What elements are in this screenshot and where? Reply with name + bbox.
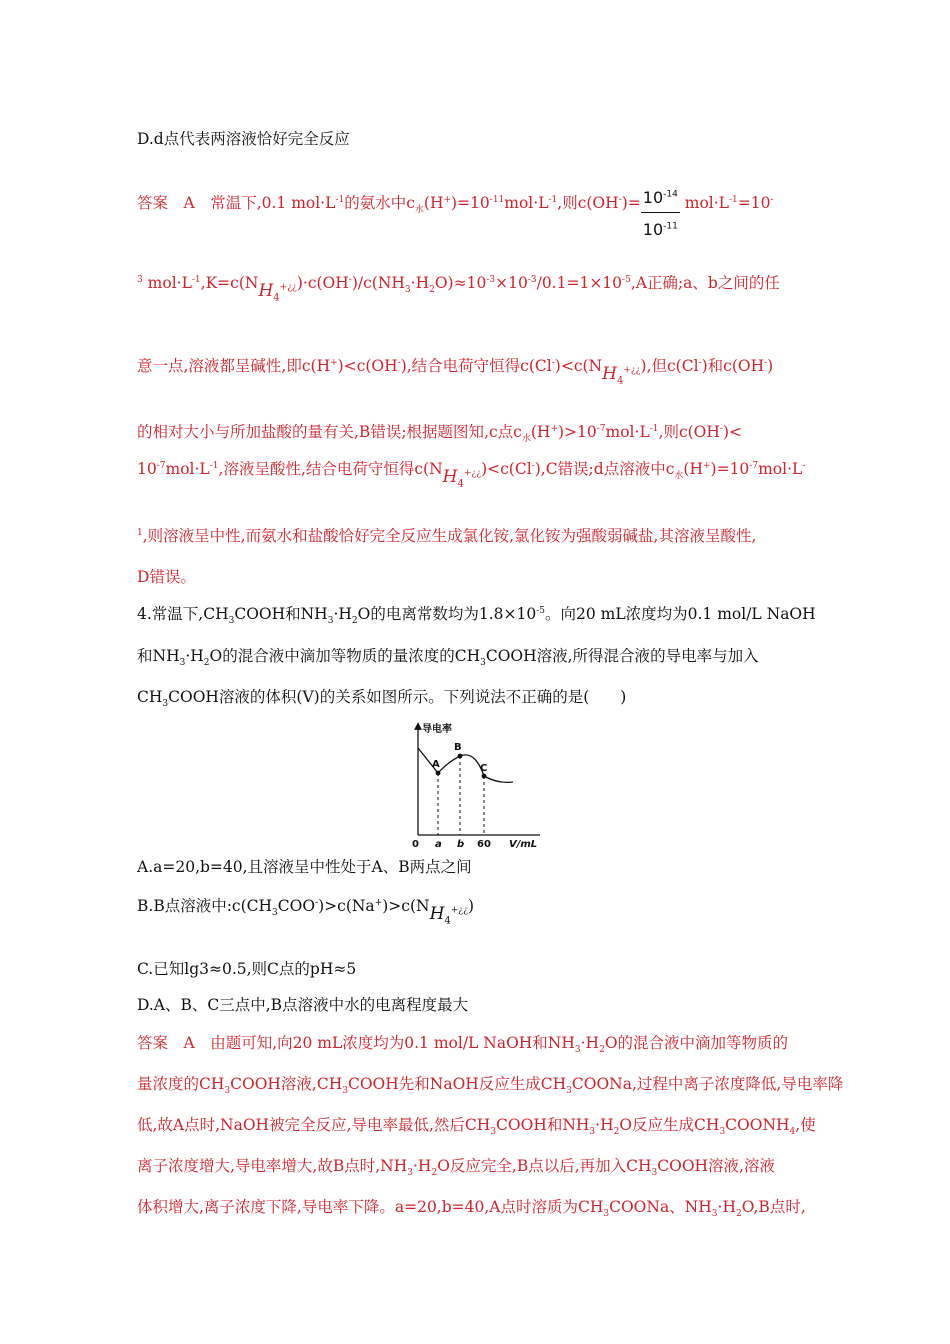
answer1-line5: $10^{-7}mol\cdot L^{-1}$,溶液呈酸性,结合电荷守恒得$c(NH_4^{+¿¿})<c(Cl^-),C$错误;d点溶液中$c_水(H^+)=10^{-7}mol\cdot L^-$ — [137, 460, 806, 490]
tick-b: b — [457, 839, 465, 850]
answer2-line2: 量浓度的$CH_3COOH$溶液$,CH_3COOH$先和NaOH反应生成$CH_3COONa$,过程中离子浓度降低,导电率降 — [137, 1075, 844, 1097]
point-b-label: B — [454, 742, 462, 753]
tick-60: 60 — [477, 839, 491, 850]
answer2-line1: 答案 A 由题可知,向20 mL浓度均为0.1 mol/L NaOH和$NH_3\cdot H_2O$的混合液中滴加等物质的 — [137, 1034, 789, 1056]
answer2-line5: 体积增大,离子浓度下降,导电率下降。a=20,b=40,A点时溶质为$CH_3COONa$、$NH_3\cdot H_2O,B$点时, — [137, 1198, 806, 1220]
option-b: B.B点溶液中$:c(CH_3COO^-)>c(Na^+)>c(NH_4^{+¿¿})$ — [137, 897, 475, 927]
answer1-line6: $^1$,则溶液呈中性,而氨水和盐酸恰好完全反应生成氯化铵,氯化铵为强酸弱碱盐,其溶液呈酸性, — [137, 527, 757, 545]
point-a-dot — [436, 771, 441, 776]
answer2-line3: 低,故A点时,NaOH被完全反应,导电率最低,然后$CH_3COOH$和$NH_3\cdot H_2O$反应生成$CH_3COONH_4$,使 — [137, 1116, 816, 1138]
question4-line3: $CH_3COOH$溶液的体积(V)的关系如图所示。下列说法不正确的是( ) — [137, 688, 627, 710]
x-axis-label: V/mL — [509, 839, 538, 850]
tick-a: a — [435, 839, 442, 850]
point-a-label: A — [432, 759, 440, 770]
answer1-line2: $^3$ $mol\cdot L^{-1},K=c(NH_4^{+¿¿})\cdot c(OH^-)/c(NH_3\cdot H_2O)\approx 10^{-3}\times 10^{-3}/0.1=1\times 10^{-5},A$正确;a、b之间的任 — [137, 274, 780, 304]
y-axis-label: 导电率 — [422, 724, 452, 735]
nh4-ion: $H_4^{+¿¿}$ — [258, 281, 297, 304]
nh4-ion: $H_4^{+¿¿}$ — [429, 904, 468, 927]
point-c-dot — [482, 774, 487, 779]
nh4-ion: $H_4^{+¿¿}$ — [602, 364, 641, 387]
answer1-line4: 的相对大小与所加盐酸的量有关,B错误;根据题图知,c点$c_水(H^+)>10^{-7}mol\cdot L^{-1}$,则c(OH-)< — [137, 423, 743, 445]
answer1-line7: D错误。 — [137, 568, 196, 586]
answer1-line3: 意一点,溶液都呈碱性,即c(H+)<c(OH-),结合电荷守恒得$c(Cl^-)<c(NH_4^{+¿¿})$,但c(Cl-)和c(OH-) — [137, 357, 774, 387]
option-a: A.a=20,b=40,且溶液呈中性处于A、B两点之间 — [137, 858, 472, 876]
conductivity-graph — [380, 720, 550, 850]
option-c: C.已知lg3≈0.5,则C点的pH≈5 — [137, 960, 357, 978]
question4-line1: 4.常温下$,CH_3COOH$和$NH_3\cdot H_2O$的电离常数均为$1.8\times 10^{-5}$。向20 mL浓度均为0.1 mol/L NaOH — [137, 605, 816, 627]
fraction-kw-over-h: $\frac{10^{-14}}{10^{-11}}$ — [642, 188, 678, 239]
option-d-prev: D.d点代表两溶液恰好完全反应 — [137, 130, 350, 148]
origin-label: 0 — [412, 839, 419, 850]
answer1-line1: 答案 A 常温下,0.1 $mol\cdot L^{-1}$的氨水中$c_水(H^+)=10^{-11}mol\cdot L^{-1}$,则c(OH-)= $\frac{10^{-14}}{10^{-11}}$ $mol\cdot L^{-1}=10^-$ — [137, 188, 774, 239]
point-c-label: C — [480, 763, 488, 774]
answer2-line4: 离子浓度增大,导电率增大,故B点时$,NH_3\cdot H_2O$反应完全,B点以后,再加入$CH_3COOH$溶液,溶液 — [137, 1157, 775, 1179]
question4-line2: 和$NH_3\cdot H_2O$的混合液中滴加等物质的量浓度的$CH_3COOH$溶液,所得混合液的导电率与加入 — [137, 647, 759, 669]
point-b-dot — [458, 754, 463, 759]
option-d: D.A、B、C三点中,B点溶液中水的电离程度最大 — [137, 996, 469, 1014]
nh4-ion: $H_4^{+¿¿}$ — [442, 467, 482, 490]
